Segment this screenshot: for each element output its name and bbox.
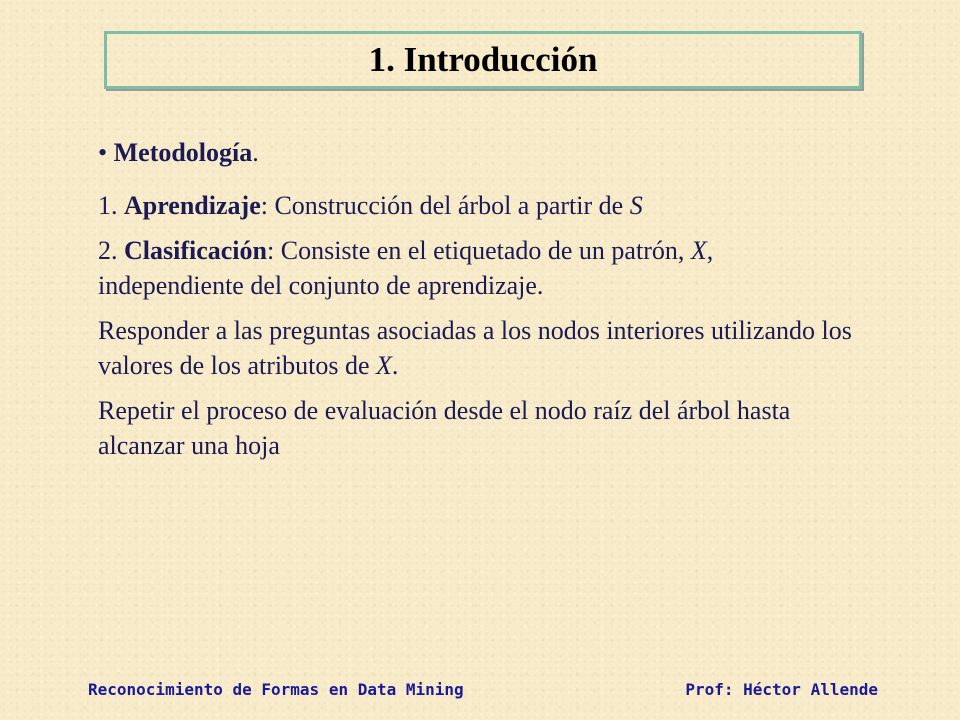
slide-title-box [104, 31, 862, 89]
item2-key: Clasificación [124, 236, 267, 265]
paragraph-repetir [98, 393, 858, 463]
footer-course: Reconocimiento de Formas en Data Mining [88, 680, 464, 699]
item1-sep: : [260, 191, 268, 220]
slide-content [98, 136, 858, 473]
paragraph-responder [98, 313, 858, 383]
item2-text: Consiste en el etiquetado de un patrón, [280, 236, 685, 265]
footer-professor: Prof: Héctor Allende [685, 680, 878, 699]
item1-var: S [629, 191, 643, 220]
item1-key: Aprendizaje [124, 191, 261, 220]
item1-num: 1. [98, 191, 118, 220]
slide-title: 1. Introducción [368, 40, 598, 79]
slide-footer [88, 680, 878, 699]
item2-var: X [690, 236, 707, 265]
item1-text: Construcción del árbol a partir de [274, 191, 624, 220]
item-clasificacion [98, 233, 858, 303]
bullet-heading: Metodología [113, 138, 253, 167]
item-aprendizaje [98, 188, 858, 223]
para3-text: Responder a las preguntas asociadas a los nodos interiores utilizando los valores de los atributos de [98, 316, 852, 380]
item2-text2: , independiente del conjunto de aprendizaje. [98, 236, 714, 300]
bullet-metodologia [98, 136, 858, 170]
para4-text: Repetir el proceso de evaluación desde el nodo raíz del árbol hasta alcanzar una hoja [98, 396, 791, 460]
para3-tail: . [391, 351, 399, 380]
bullet-tail: . [252, 138, 259, 167]
bullet-marker: • [98, 138, 108, 167]
item2-num: 2. [98, 236, 118, 265]
item2-sep: : [267, 236, 275, 265]
para3-var: X [376, 351, 392, 380]
